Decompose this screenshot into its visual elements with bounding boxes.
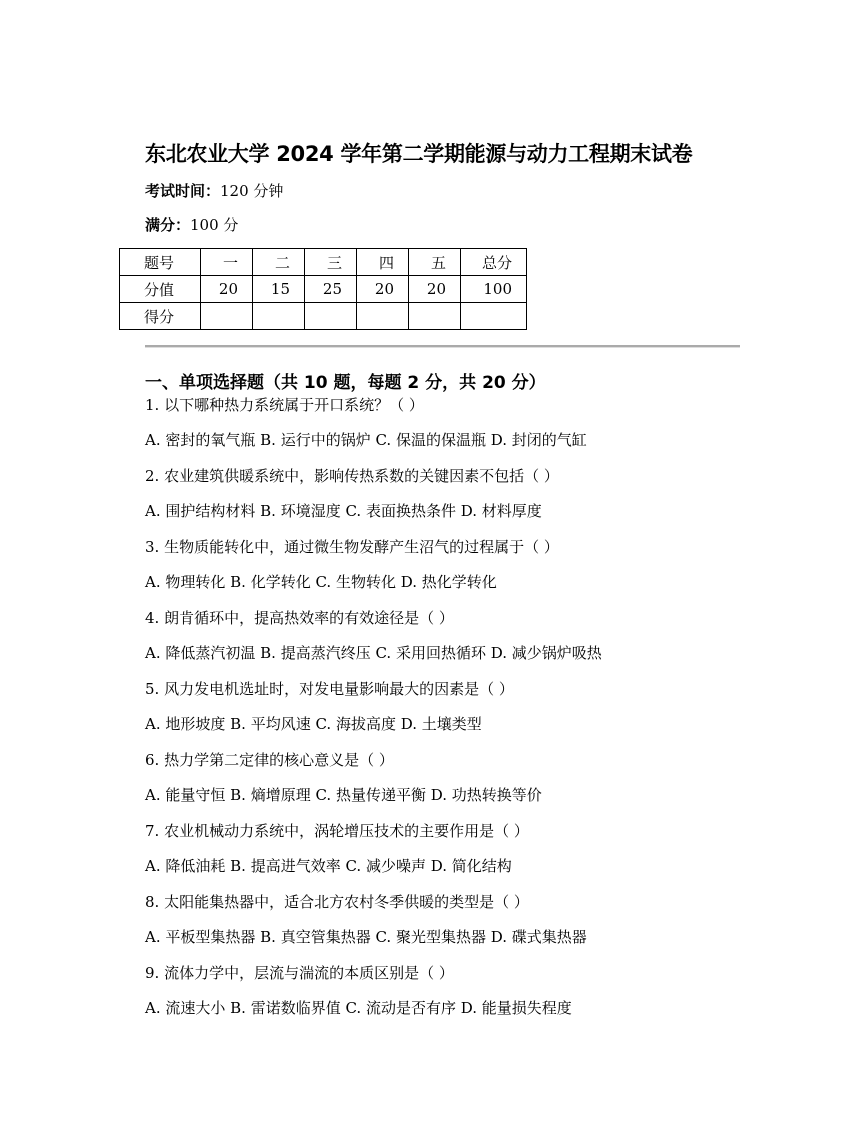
exam-time-value: 120 分钟 bbox=[220, 182, 284, 200]
exam-time-label: 考试时间： bbox=[145, 182, 221, 200]
table-cell: 分值 bbox=[120, 276, 201, 303]
score-input-cell[interactable] bbox=[253, 303, 305, 330]
page-title: 东北农业大学 2024 学年第二学期能源与动力工程期末试卷 bbox=[145, 142, 693, 166]
score-input-cell[interactable] bbox=[357, 303, 409, 330]
question-options: A. 流速大小 B. 雷诺数临界值 C. 流动是否有序 D. 能量损失程度 bbox=[145, 999, 572, 1017]
question-stem: 3. 生物质能转化中，通过微生物发酵产生沼气的过程属于（ ） bbox=[145, 538, 559, 556]
table-cell: 四 bbox=[357, 249, 409, 276]
score-input-cell[interactable] bbox=[305, 303, 357, 330]
question-stem: 4. 朗肯循环中，提高热效率的有效途径是（ ） bbox=[145, 609, 454, 627]
score-table bbox=[119, 248, 527, 330]
table-row bbox=[120, 303, 527, 330]
question-stem: 5. 风力发电机选址时，对发电量影响最大的因素是（ ） bbox=[145, 680, 514, 698]
table-row bbox=[120, 276, 527, 303]
table-cell: 100 bbox=[461, 276, 527, 303]
question-stem: 6. 热力学第二定律的核心意义是（ ） bbox=[145, 751, 394, 769]
question-options: A. 密封的氧气瓶 B. 运行中的锅炉 C. 保温的保温瓶 D. 封闭的气缸 bbox=[145, 431, 587, 449]
question-options: A. 围护结构材料 B. 环境湿度 C. 表面换热条件 D. 材料厚度 bbox=[145, 502, 542, 520]
question-options: A. 物理转化 B. 化学转化 C. 生物转化 D. 热化学转化 bbox=[145, 573, 497, 591]
full-score-label: 满分： bbox=[145, 216, 191, 234]
question-stem: 9. 流体力学中，层流与湍流的本质区别是（ ） bbox=[145, 964, 454, 982]
question-stem: 7. 农业机械动力系统中，涡轮增压技术的主要作用是（ ） bbox=[145, 822, 529, 840]
table-cell: 得分 bbox=[120, 303, 201, 330]
question-options: A. 降低蒸汽初温 B. 提高蒸汽终压 C. 采用回热循环 D. 减少锅炉吸热 bbox=[145, 644, 602, 662]
exam-time bbox=[145, 180, 283, 201]
table-cell: 20 bbox=[201, 276, 253, 303]
question-options: A. 降低油耗 B. 提高进气效率 C. 减少噪声 D. 简化结构 bbox=[145, 857, 512, 875]
score-input-cell[interactable] bbox=[201, 303, 253, 330]
question-options: A. 平板型集热器 B. 真空管集热器 C. 聚光型集热器 D. 碟式集热器 bbox=[145, 928, 587, 946]
score-input-cell[interactable] bbox=[461, 303, 527, 330]
table-row bbox=[120, 249, 527, 276]
table-cell: 二 bbox=[253, 249, 305, 276]
score-input-cell[interactable] bbox=[409, 303, 461, 330]
full-score bbox=[145, 214, 238, 235]
table-cell: 一 bbox=[201, 249, 253, 276]
table-cell: 20 bbox=[357, 276, 409, 303]
table-cell: 三 bbox=[305, 249, 357, 276]
question-stem: 8. 太阳能集热器中，适合北方农村冬季供暖的类型是（ ） bbox=[145, 893, 529, 911]
table-cell: 25 bbox=[305, 276, 357, 303]
table-cell: 20 bbox=[409, 276, 461, 303]
question-stem: 1. 以下哪种热力系统属于开口系统？（ ） bbox=[145, 396, 424, 414]
divider bbox=[145, 345, 740, 348]
question-options: A. 能量守恒 B. 熵增原理 C. 热量传递平衡 D. 功热转换等价 bbox=[145, 786, 542, 804]
table-cell: 总分 bbox=[461, 249, 527, 276]
table-cell: 五 bbox=[409, 249, 461, 276]
section-heading: 一、单项选择题（共 10 题，每题 2 分，共 20 分） bbox=[145, 373, 546, 393]
table-cell: 15 bbox=[253, 276, 305, 303]
full-score-value: 100 分 bbox=[190, 216, 239, 234]
table-cell: 题号 bbox=[120, 249, 201, 276]
question-stem: 2. 农业建筑供暖系统中，影响传热系数的关键因素不包括（ ） bbox=[145, 467, 559, 485]
question-options: A. 地形坡度 B. 平均风速 C. 海拔高度 D. 土壤类型 bbox=[145, 715, 482, 733]
